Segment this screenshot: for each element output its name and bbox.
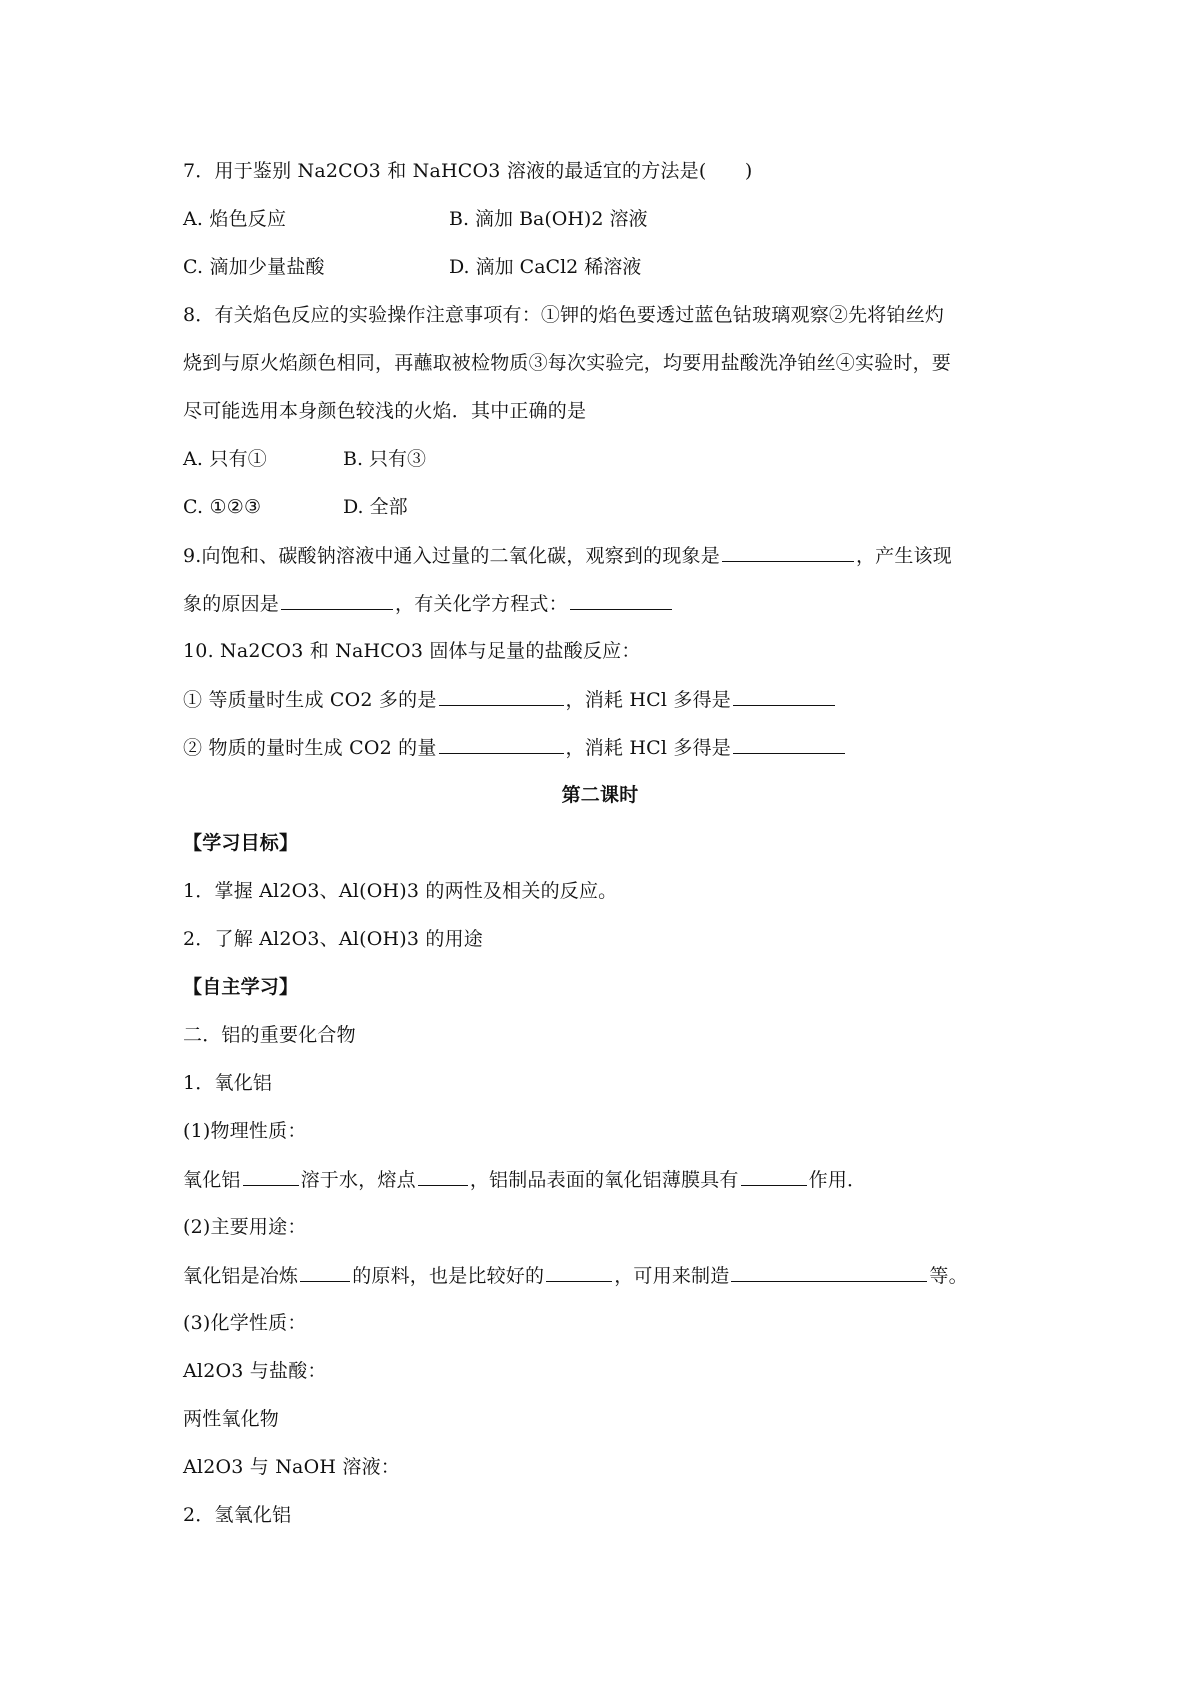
use-text-b: 的原料，也是比较好的 (352, 1265, 545, 1287)
q8-option-c: C. ①②③ (183, 496, 262, 518)
phys-blank-melting-point[interactable] (418, 1165, 468, 1186)
q9-text-3: 象的原因是 (183, 593, 280, 615)
q8-option-a: A. 只有① (183, 448, 268, 470)
q9-blank-equation[interactable] (570, 589, 672, 610)
use-blank-metal[interactable] (300, 1261, 350, 1282)
q10-item2-blank-a[interactable] (439, 733, 564, 754)
self-study-heading: 【自主学习】 (183, 976, 299, 998)
q10-stem: 10. Na2CO3 和 NaHCO3 固体与足量的盐酸反应： (183, 640, 641, 662)
q10-item2-text-b: ，消耗 HCl 多得是 (565, 737, 731, 759)
q7-option-b: B. 滴加 Ba(OH)2 溶液 (449, 208, 648, 230)
chemical-properties-heading: (3)化学性质： (183, 1312, 307, 1334)
q9-blank-phenomenon[interactable] (722, 541, 854, 562)
uses-line (183, 1261, 968, 1290)
use-blank-material[interactable] (546, 1261, 612, 1282)
phys-text-c: ，铝制品表面的氧化铝薄膜具有 (469, 1169, 739, 1191)
phys-text-a: 氧化铝 (183, 1169, 241, 1191)
section-title: 第二课时 (561, 784, 639, 806)
q10-item1-text-b: ，消耗 HCl 多得是 (565, 689, 731, 711)
phys-blank-solubility[interactable] (243, 1165, 299, 1186)
q10-item2-blank-b[interactable] (733, 733, 845, 754)
q7-option-a: A. 焰色反应 (183, 208, 287, 230)
q10-item1 (183, 685, 837, 714)
phys-text-d: 作用． (808, 1169, 867, 1191)
reaction-with-hcl: Al2O3 与盐酸： (183, 1360, 327, 1382)
q9-text-1: 9.向饱和、碳酸钠溶液中通入过量的二氧化碳，观察到的现象是 (183, 545, 720, 567)
use-text-d: 等。 (929, 1265, 968, 1287)
uses-heading: (2)主要用途： (183, 1216, 307, 1238)
q8-option-d: D. 全部 (343, 496, 408, 518)
q9-line1 (183, 541, 952, 570)
q9-blank-reason[interactable] (281, 589, 393, 610)
q7-option-c: C. 滴加少量盐酸 (183, 256, 325, 278)
phys-blank-function[interactable] (741, 1165, 807, 1186)
aluminum-hydroxide-heading: 2．氢氧化铝 (183, 1504, 292, 1526)
phys-text-b: 溶于水，熔点 (300, 1169, 416, 1191)
objective-item-1: 1．掌握 Al2O3、Al(OH)3 的两性及相关的反应。 (183, 880, 618, 902)
physical-properties-line (183, 1165, 866, 1194)
q9-line2 (183, 589, 674, 618)
objectives-heading: 【学习目标】 (183, 832, 299, 854)
objective-item-2: 2．了解 Al2O3、Al(OH)3 的用途 (183, 928, 483, 950)
self-study-subheading: 二．铝的重要化合物 (183, 1024, 356, 1046)
use-text-c: ，可用来制造 (614, 1265, 730, 1287)
q9-text-2: ，产生该现 (855, 545, 952, 567)
reaction-with-naoh: Al2O3 与 NaOH 溶液： (183, 1456, 400, 1478)
q7-option-d: D. 滴加 CaCl2 稀溶液 (449, 256, 642, 278)
q9-text-4: ，有关化学方程式： (395, 593, 568, 615)
physical-properties-heading: (1)物理性质： (183, 1120, 307, 1142)
q10-item2-text-a: ② 物质的量时生成 CO2 的量 (183, 737, 437, 759)
q7-stem: 7．用于鉴别 Na2CO3 和 NaHCO3 溶液的最适宜的方法是( ) (183, 160, 753, 182)
q8-line1: 8．有关焰色反应的实验操作注意事项有：①钾的焰色要透过蓝色钴玻璃观察②先将铂丝灼 (183, 304, 945, 326)
amphoteric-oxide-label: 两性氧化物 (183, 1408, 280, 1430)
q8-line2: 烧到与原火焰颜色相同，再蘸取被检物质③每次实验完，均要用盐酸洗净铂丝④实验时，要 (183, 352, 952, 374)
q10-item2 (183, 733, 847, 762)
q10-item1-blank-a[interactable] (439, 685, 564, 706)
q8-line3: 尽可能选用本身颜色较浅的火焰．其中正确的是 (183, 400, 587, 422)
q10-item1-text-a: ① 等质量时生成 CO2 多的是 (183, 689, 437, 711)
use-text-a: 氧化铝是冶炼 (183, 1265, 299, 1287)
q8-option-b: B. 只有③ (343, 448, 427, 470)
alumina-heading: 1．氧化铝 (183, 1072, 273, 1094)
use-blank-products[interactable] (731, 1261, 927, 1282)
q10-item1-blank-b[interactable] (733, 685, 835, 706)
